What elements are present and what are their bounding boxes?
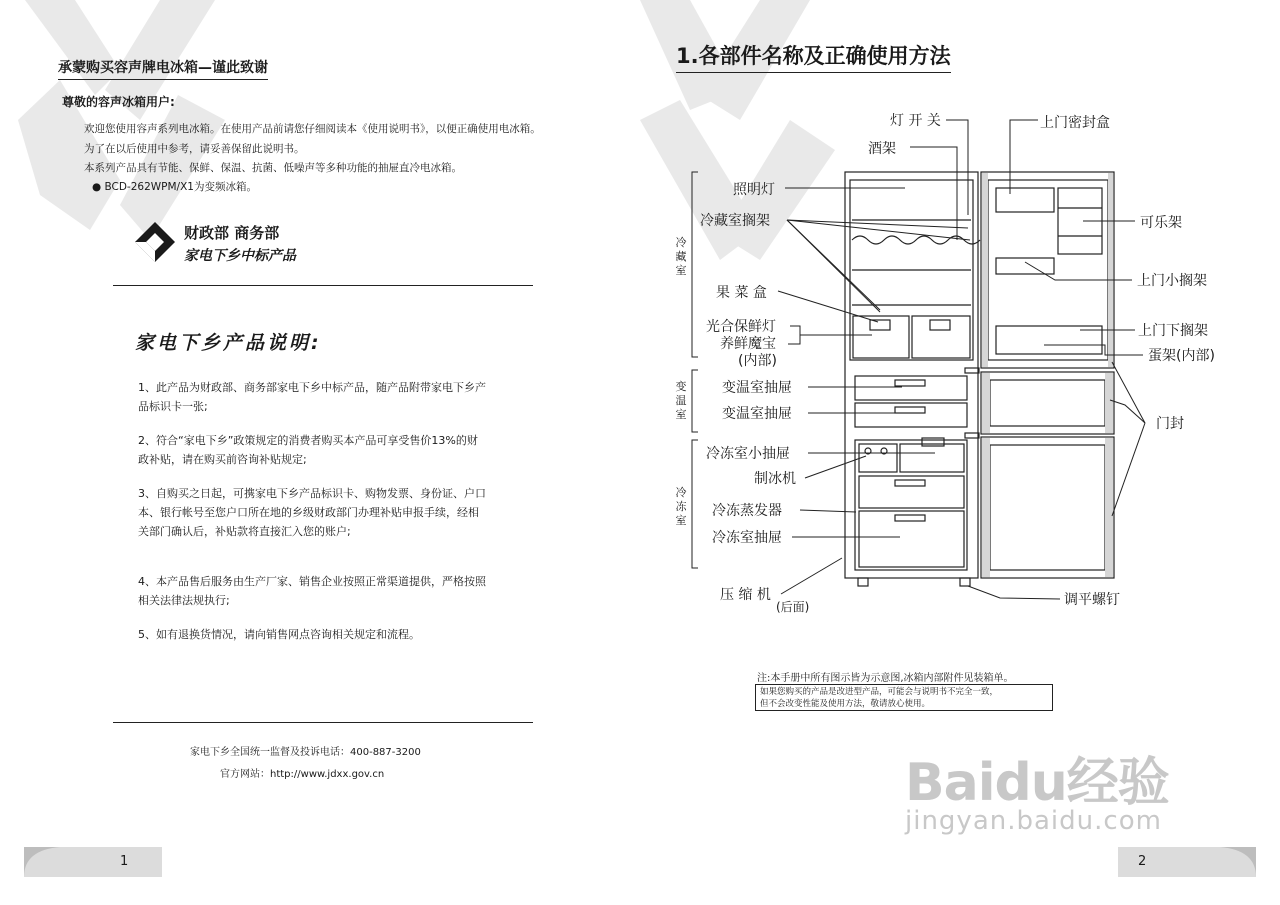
- section-title: 家电下乡产品说明:: [135, 332, 322, 354]
- list-item: 5、如有退换货情况，请向销售网点咨询相关规定和流程。: [138, 628, 420, 641]
- label-freezer-small-drawer: 冷冻室小抽屉: [706, 446, 790, 462]
- note-line: 注:本手册中所有图示皆为示意图,冰箱内部附件见装箱单。: [757, 673, 1014, 684]
- list-item: 4、本产品售后服务由生产厂家、销售企业按照正常渠道提供，严格按照相关法律法规执行;: [138, 575, 486, 607]
- label-compressor-note: (后面): [776, 600, 810, 614]
- intro-line: 欢迎您使用容声系列电冰箱。在使用产品前请您仔细阅读本《使用说明书》，以便正确使用电冰箱。: [84, 123, 541, 135]
- compartment-fridge: 冷藏室: [675, 236, 687, 277]
- website: 官方网站：http://www.jdxx.gov.cn: [220, 769, 385, 780]
- label-wine-rack: 酒架: [868, 141, 896, 157]
- label-light-switch: 灯 开 关: [890, 113, 941, 129]
- label-compressor: 压 缩 机: [720, 587, 771, 603]
- label-door-lower-shelf: 上门下搁架: [1138, 323, 1208, 339]
- label-fresh-light: 光合保鲜灯: [706, 319, 776, 335]
- label-lamp: 照明灯: [733, 182, 775, 198]
- label-level-screw: 调平螺钉: [1064, 592, 1120, 608]
- note-box-line-1: 如果您购买的产品是改进型产品，可能会与说明书不完全一致，: [760, 687, 999, 697]
- label-variable-drawer-2: 变温室抽屉: [722, 406, 792, 422]
- compartment-brackets: [692, 172, 698, 568]
- note-box: [755, 684, 1053, 711]
- left-page-title: 承蒙购买容声牌电冰箱—谨此致谢: [58, 57, 268, 80]
- label-egg-rack: 蛋架(内部): [1148, 348, 1215, 364]
- divider: [113, 285, 533, 286]
- logo-line-2: 家电下乡中标产品: [184, 248, 296, 264]
- label-fridge-shelf: 冷藏室搁架: [700, 213, 770, 229]
- intro-line: 本系列产品具有节能、保鲜、保温、抗菌、低噪声等多种功能的抽屉直冷电冰箱。: [84, 162, 462, 174]
- label-fresh-magic: 养鲜魔宝: [720, 336, 776, 352]
- intro-line: ● BCD-262WPM/X1为变频冰箱。: [92, 181, 257, 193]
- label-crisper: 果 菜 盒: [716, 285, 767, 301]
- list-item: 1、此产品为财政部、商务部家电下乡中标产品，随产品附带家电下乡产品标识卡一张;: [138, 381, 486, 413]
- label-door-box: 上门密封盒: [1040, 115, 1110, 131]
- page-number: 1: [120, 854, 129, 869]
- label-freezer-drawer: 冷冻室抽屉: [712, 530, 782, 546]
- page-number-right: 2: [1138, 854, 1147, 869]
- label-inside: (内部): [738, 353, 777, 369]
- logo-line-1: 财政部 商务部: [184, 224, 280, 242]
- label-door-seal: 门封: [1156, 416, 1184, 432]
- label-evaporator: 冷冻蒸发器: [712, 503, 782, 519]
- intro-line: 为了在以后使用中参考，请妥善保留此说明书。: [84, 143, 305, 155]
- compartment-variable: 变温室: [675, 380, 687, 421]
- label-cola-rack: 可乐架: [1140, 215, 1182, 231]
- note-box-line-2: 但不会改变性能及使用方法，敬请放心使用。: [760, 699, 931, 709]
- label-door-small-shelf: 上门小搁架: [1137, 273, 1207, 289]
- list-item: 2、符合“家电下乡”政策规定的消费者购买本产品可享受售价13%的财政补贴，请在购买前咨询补贴规定;: [138, 434, 478, 466]
- right-page-title: 1.各部件名称及正确使用方法: [676, 40, 951, 73]
- label-ice-maker: 制冰机: [754, 471, 796, 487]
- label-variable-drawer-1: 变温室抽屉: [722, 380, 792, 396]
- hotline: 家电下乡全国统一监督及投诉电话：400-887-3200: [190, 747, 421, 758]
- watermark-logo: Baidu经验: [905, 753, 1169, 813]
- list-item: 3、自购买之日起，可携家电下乡产品标识卡、购物发票、身份证、户口本、银行帐号至您户口所在地的乡级财政部门办理补贴申报手续，经相关部门确认后，补贴款将直接汇入您的账户;: [138, 487, 486, 538]
- footer-bar-left: [24, 847, 162, 877]
- greeting: 尊敬的容声冰箱用户:: [62, 95, 175, 109]
- compartment-freezer: 冷冻室: [675, 486, 687, 527]
- divider: [113, 722, 533, 723]
- fridge-doors: [981, 172, 1114, 578]
- watermark-url: jingyan.baidu.com: [905, 806, 1162, 836]
